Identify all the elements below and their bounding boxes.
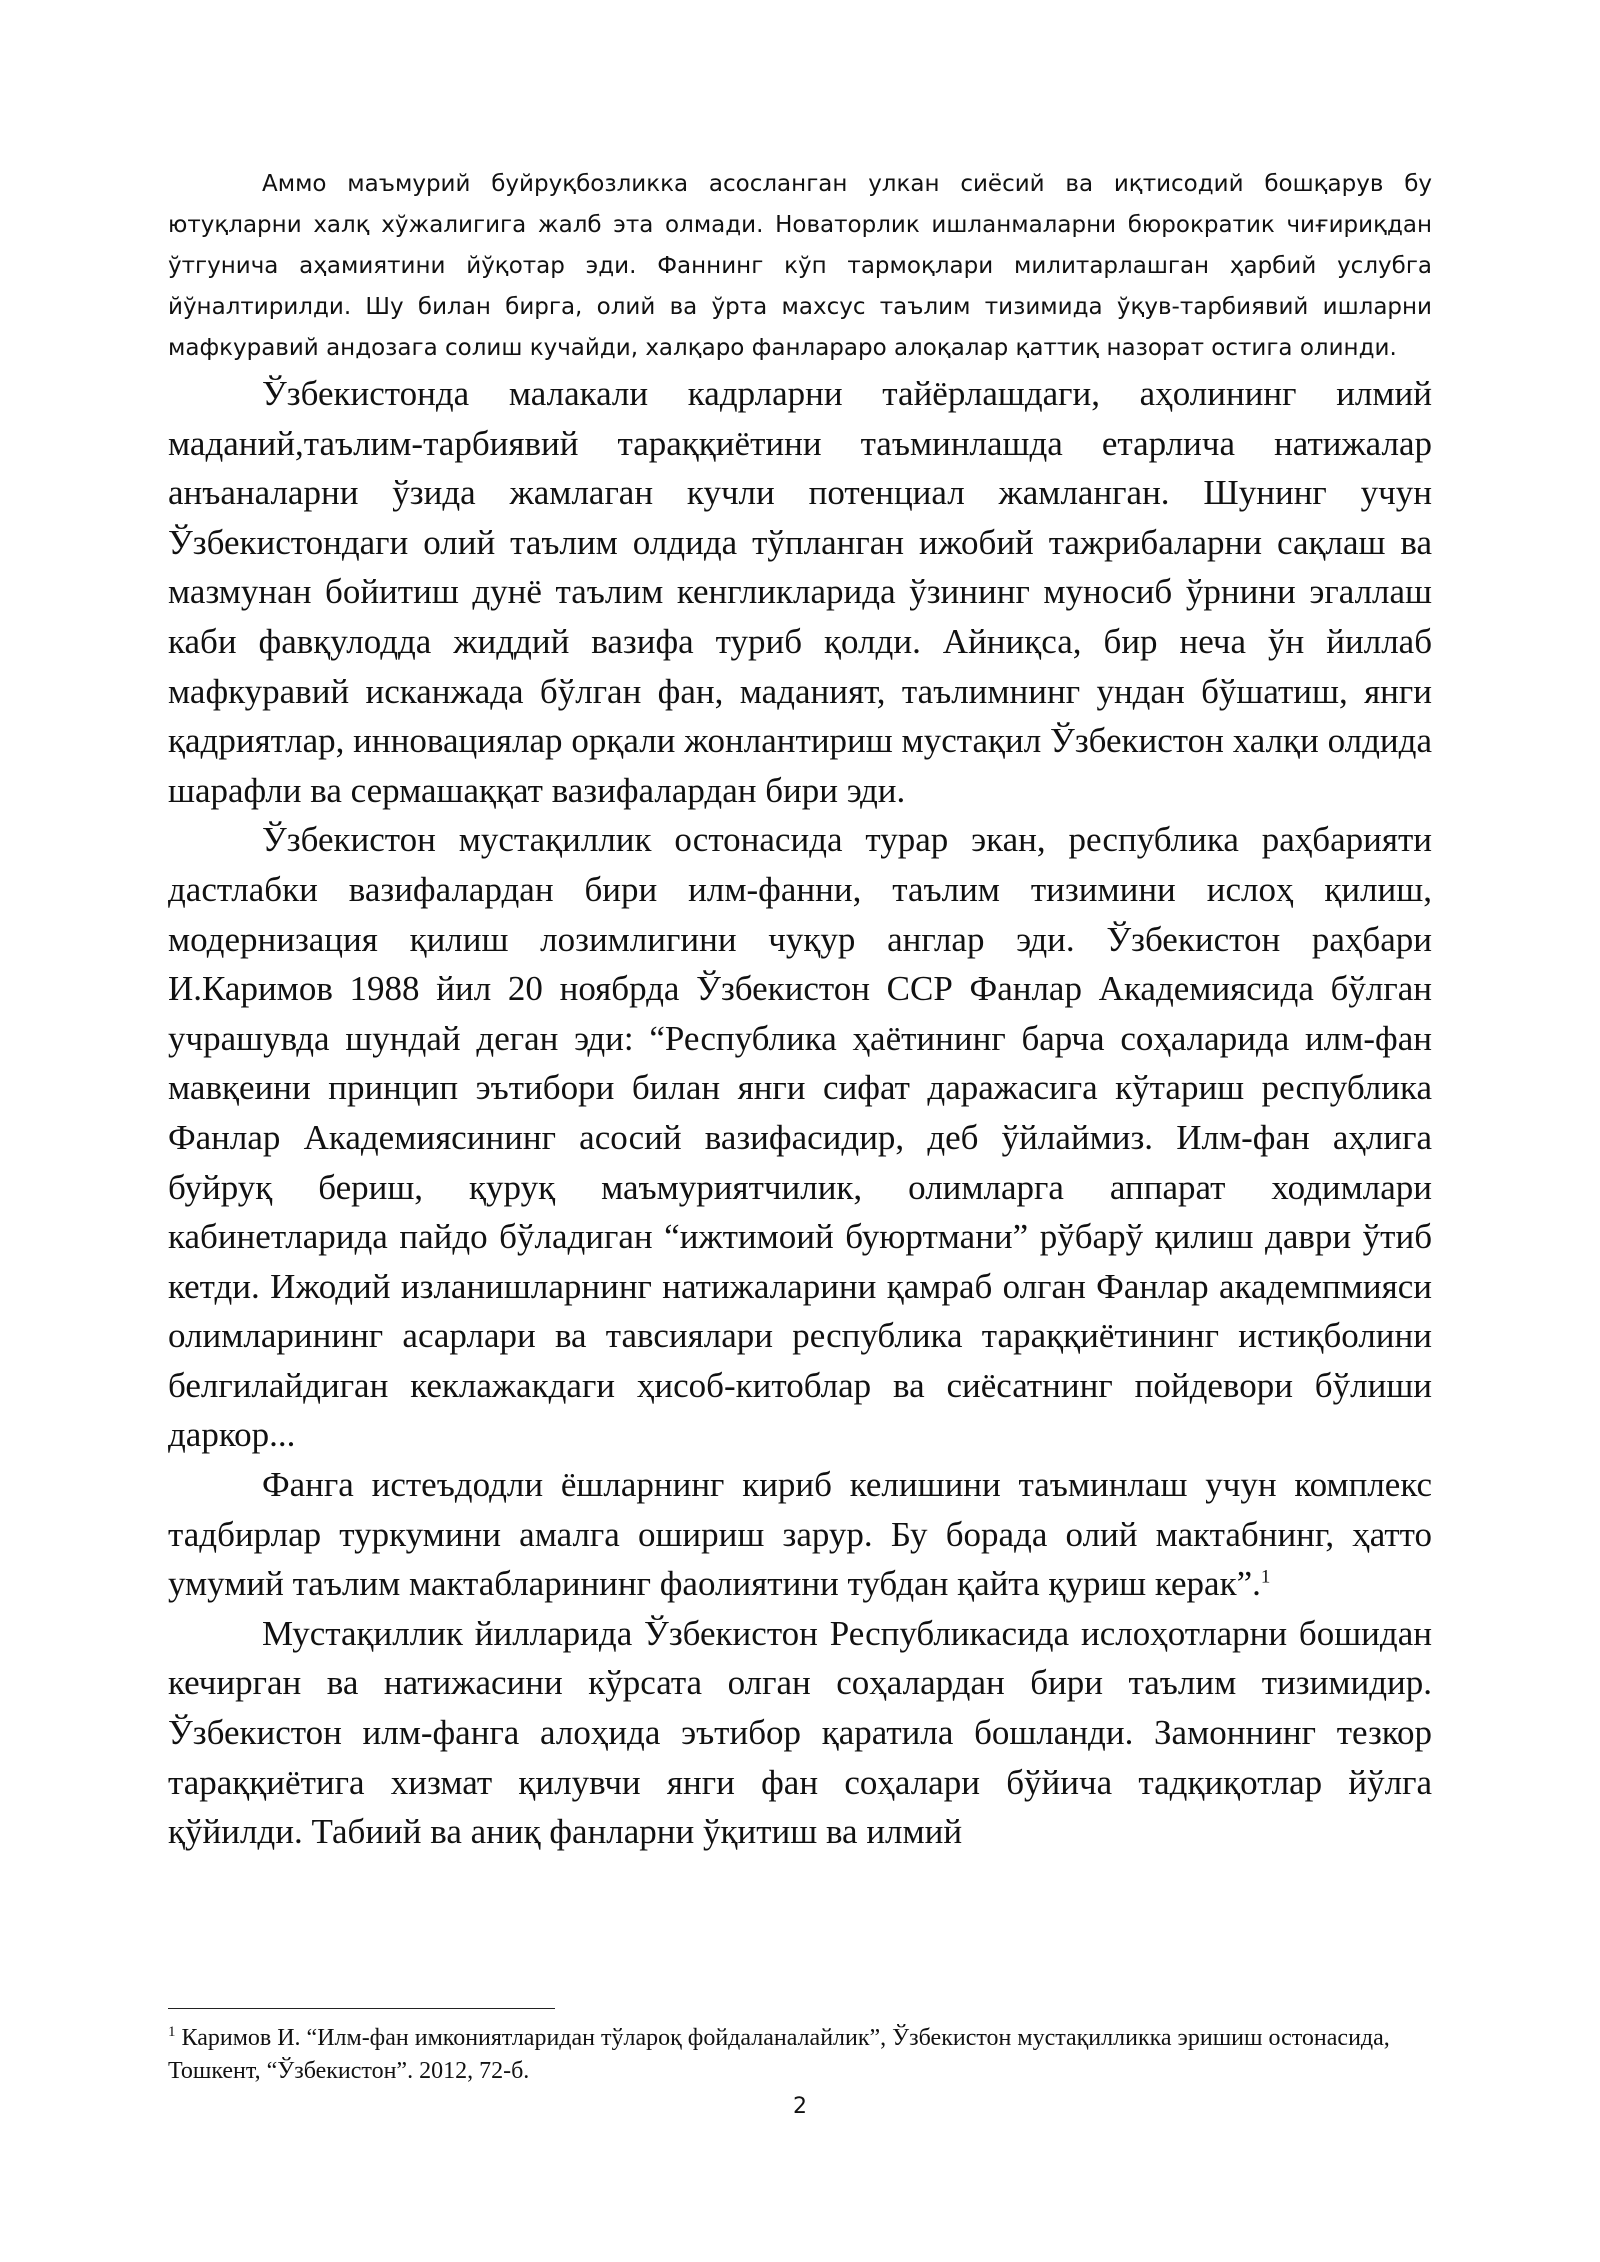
paragraph-4-text: Фанга истеъдодли ёшларнинг кириб келишини таъминлаш учун комплекс тадбирлар туркумини амалга ошириш зарур. Бу борада олий мактабнинг, ҳатто умумий таълим мактабларининг фаолиятини тубдан қайта қуриш керак”. <box>168 1465 1432 1604</box>
body-text <box>168 164 1432 1857</box>
footnote <box>168 2022 1432 2088</box>
footnote-marker: 1 <box>168 2024 176 2040</box>
footnote-text: Каримов И. “Илм-фан имкониятларидан тўлароқ фойдаланалайлик”, Ўзбекистон мустақилликка эришиш остонасида, Тошкент, “Ўзбекистон”. 2012, 72-б. <box>168 2025 1390 2084</box>
paragraph-5: Мустақиллик йилларида Ўзбекистон Республикасида ислоҳотларни бошидан кечирган ва натижасини кўрсата олган соҳалардан бири таълим тизимидир. Ўзбекистон илм-фанга алоҳида эътибор қаратила бошланди. Замоннинг тезкор тараққиётига хизмат қилувчи янги фан соҳалари бўйича тадқиқотлар йўлга қўйилди. Табиий ва аниқ фанларни ўқитиш ва илмий <box>168 1613 1432 1852</box>
paragraph-3: Ўзбекистон мустақиллик остонасида турар экан, республика раҳбарияти дастлабки вазифалардан бири илм-фанни, таълим тизимини ислоҳ қилиш, модернизация қилиш лозимлигини чуқур англар эди. Ўзбекистон раҳбари И.Каримов 1988 йил 20 ноябрда Ўзбекистон ССР Фанлар Академиясида бўлган учрашувда шундай деган эди: “Республика ҳаётининг барча соҳаларида илм-фан мавқеини принцип эътибори билан янги сифат даражасига кўтариш республика Фанлар Академиясининг асосий вазифасидир, деб ўйлаймиз. Илм-фан аҳлига буйруқ бериш, қуруқ маъмуриятчилик, олимларга аппарат ходимлари кабинетларида пайдо бўладиган “ижтимоий буюртмани” рўбарў қилиш даври ўтиб кетди. Ижодий изланишларнинг натижаларини қамраб олган Фанлар академпмияси олимларининг асарлари ва тавсиялари республика тараққиётининг истиқболини белгилайдиган кеклажакдаги ҳисоб-китоблар ва сиёсатнинг пойдевори бўлиши даркор... <box>168 820 1432 1455</box>
footnote-separator <box>168 2008 555 2009</box>
footnote-reference[interactable]: 1 <box>1260 1566 1271 1588</box>
paragraph-4 <box>168 1460 1432 1609</box>
page-number: 2 <box>793 2094 807 2119</box>
paragraph-1: Аммо маъмурий буйруқбозликка асосланган улкан сиёсий ва иқтисодий бошқарув бу ютуқларни халқ хўжалигига жалб эта олмади. Новаторлик ишланмаларни бюрократик чиғириқдан ўтгунича аҳамиятини йўқотар эди. Фаннинг кўп тармоқлари милитарлашган ҳарбий услубга йўналтирилди. Шу билан бирга, олий ва ўрта махсус таълим тизимида ўқув-тарбиявий ишларни мафкуравий андозага солиш кучайди, халқаро фанлараро алоқалар қаттиқ назорат остига олинди. <box>168 171 1432 361</box>
paragraph-2: Ўзбекистонда малакали кадрларни тайёрлашдаги, аҳолининг илмий маданий,таълим-тарбиявий тараққиётини таъминлашда етарлича натижалар анъаналарни ўзида жамлаган кучли потенциал жамланган. Шунинг учун Ўзбекистондаги олий таълим олдида тўпланган ижобий тажрибаларни сақлаш ва мазмунан бойитиш дунё таълим кенгликларида ўзининг муносиб ўрнини эгаллаш каби фавқулодда жиддий вазифа туриб қолди. Айниқса, бир неча ўн йиллаб мафкуравий исканжада бўлган фан, маданият, таълимнинг ундан бўшатиш, янги қадриятлар, инновациялар орқали жонлантириш мустақил Ўзбекистон халқи олдида шарафли ва сермашаққат вазифалардан бири эди. <box>168 374 1432 810</box>
